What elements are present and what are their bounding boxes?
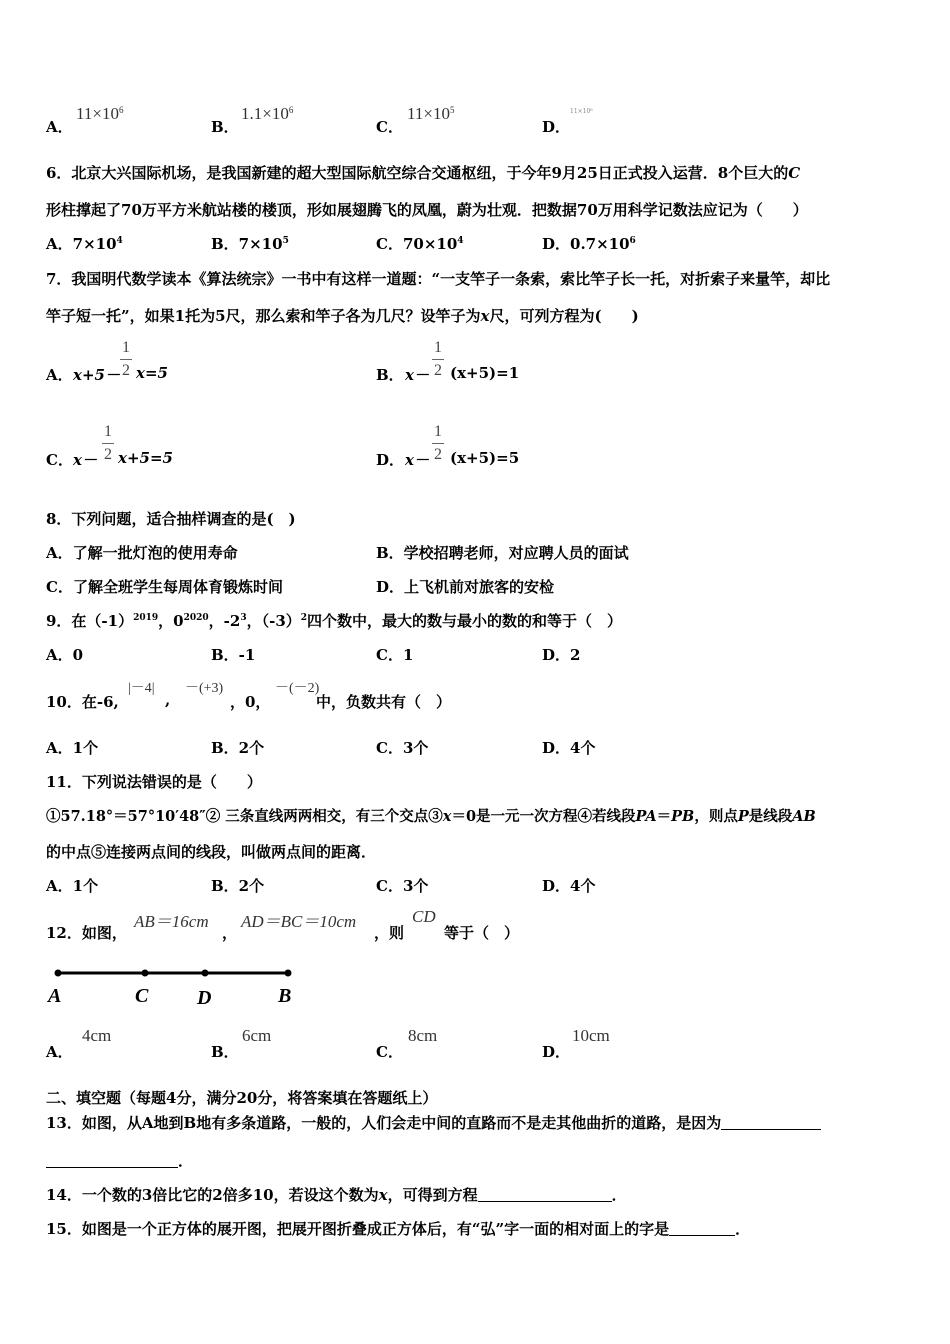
- point-b-label: B: [278, 985, 292, 1007]
- q8-option-c: C．了解全班学生每周体育锻炼时间: [46, 578, 283, 596]
- q5-option-c-expr: $11\times 10^5$: [407, 104, 455, 123]
- q11-statements-line2: 的中点⑤连接两点间的线段，叫做两点间的距离．: [46, 843, 377, 861]
- q10-option-a: A．1个: [46, 739, 99, 757]
- q14-answer-blank[interactable]: [478, 1187, 612, 1202]
- q5-option-a-label: A．: [46, 118, 73, 136]
- q13-line2: ．: [46, 1150, 193, 1171]
- q10-stem-start: 10．在-6,: [46, 693, 119, 711]
- q8-option-b: B．学校招聘老师，对应聘人员的面试: [376, 544, 629, 562]
- q7-option-a-fraction: 1 2: [122, 339, 130, 379]
- q7-option-b-post: (x+5)=1: [450, 364, 520, 382]
- point-c-dot: [142, 970, 149, 977]
- q12-option-d-label: D．: [542, 1043, 571, 1061]
- q7-option-c-label: C．: [46, 451, 73, 469]
- q11-stem: 11．下列说法错误的是（ ）: [46, 773, 262, 791]
- q7-option-b-pre: x－: [405, 366, 429, 384]
- q7-option-c-post: x+5=5: [118, 449, 173, 467]
- q12-option-c-value: 8cm: [408, 1026, 438, 1045]
- q12-cd: CD: [412, 907, 436, 926]
- q7-stem-line1: 7．我国明代数学读本《算法统宗》一书中有这样一道题：“一支竿子一条索，索比竿子长一托，对折索子来量竿，却比: [46, 270, 831, 288]
- q10-zero: ，0，: [230, 693, 271, 711]
- q7-stem-line2: 竿子短一托”，如果1托为5尺，那么索和竿子各为几尺？设竿子为x尺，可列方程为( ): [46, 307, 639, 325]
- point-c-label: C: [135, 985, 149, 1007]
- q10-option-c: C．3个: [376, 739, 429, 757]
- q5-option-b-label: B．: [211, 118, 239, 136]
- q10-stem-end: 中，负数共有（ ）: [316, 693, 452, 711]
- q12-then: ，则: [374, 924, 405, 942]
- q12-option-d-value: 10cm: [572, 1026, 610, 1045]
- q6-option-b: B．$7\times 10^5$: [211, 235, 289, 253]
- q12-ad-bc-length: AD＝BC＝10cm: [241, 912, 357, 931]
- q15-stem: 15．如图是一个正方体的展开图，把展开图折叠成正方体后，有“弘”字一面的相对面上的字是 ．: [46, 1220, 751, 1238]
- point-d-label: D: [197, 987, 212, 1009]
- q10-abs-neg4: |－4|: [128, 681, 155, 696]
- q15-answer-blank[interactable]: [669, 1221, 735, 1236]
- point-d-dot: [202, 970, 209, 977]
- q11-option-c: C．3个: [376, 877, 429, 895]
- q7-option-d-label: D．: [376, 451, 405, 469]
- q12-option-a-value: 4cm: [82, 1026, 112, 1045]
- q12-stem-end: 等于（ ）: [444, 924, 520, 942]
- q7-option-c-fraction: 1 2: [104, 423, 112, 463]
- q10-option-b: B．2个: [211, 739, 265, 757]
- q12-stem-start: 12．如图，: [46, 924, 127, 942]
- q11-statements-line1: ①57.18°＝57°10′48″② 三条直线两两相交，有三个交点③x＝0是一元一次方程④若线段PA＝PB，则点P是线段AB: [46, 808, 816, 825]
- q6-stem-line1: 6．北京大兴国际机场，是我国新建的超大型国际航空综合交通枢纽，于今年9月25日正式投入运营．8个巨大的C: [46, 164, 801, 182]
- q9-option-a: A．0: [46, 646, 84, 664]
- q12-comma: ，: [222, 924, 238, 942]
- q5-option-b-expr: $1.1\times 10^6$: [241, 104, 294, 123]
- q7-option-d-pre: x－: [405, 451, 429, 469]
- q12-ab-length: AB＝16cm: [134, 912, 209, 931]
- q12-option-b-label: B．: [211, 1043, 239, 1061]
- q7-option-a-label: A．: [46, 366, 73, 384]
- q7-option-a-pre: x+5－: [73, 366, 120, 384]
- q12-segment-figure: [40, 962, 310, 1012]
- point-b-dot: [285, 970, 292, 977]
- q7-option-b-fraction: 1 2: [434, 339, 442, 379]
- q6-option-d: D．$0.7\times 10^6$: [542, 235, 636, 253]
- q7-option-c-pre: x－: [73, 451, 97, 469]
- q14-stem: 14．一个数的3倍比它的2倍多10，若设这个数为x，可得到方程 ．: [46, 1186, 627, 1204]
- q10-comma: ,: [165, 691, 171, 709]
- q9-option-b: B．-1: [211, 646, 256, 664]
- q5-option-d-expr: 11×10⁶: [570, 108, 593, 115]
- q6-option-a: A．$7\times 10^4$: [46, 235, 123, 253]
- q9-option-c: C．1: [376, 646, 414, 664]
- q13-answer-blank-2[interactable]: [46, 1153, 178, 1168]
- q11-option-a: A．1个: [46, 877, 99, 895]
- q10-option-d: D．4个: [542, 739, 596, 757]
- q5-option-a-expr: $11\times 10^6$: [76, 104, 124, 123]
- q11-option-b: B．2个: [211, 877, 265, 895]
- q5-option-c-label: C．: [376, 118, 403, 136]
- q12-option-b-value: 6cm: [242, 1026, 272, 1045]
- point-a-label: A: [48, 985, 62, 1007]
- q11-option-d: D．4个: [542, 877, 596, 895]
- q13-stem: 13．如图，从A地到B地有多条道路，一般的，人们会走中间的直路而不是走其他曲折的道路，是因为: [46, 1112, 821, 1133]
- q7-option-b-label: B．: [376, 366, 404, 384]
- q12-option-c-label: C．: [376, 1043, 403, 1061]
- q10-neg-plus3: －(+3): [185, 681, 224, 696]
- q9-stem: 9．在$(-1)^{2019}$，$0^{2020}$，$-2^3$，$(-3)^2$四个数中，最大的数与最小的数的和等于（ ）: [46, 612, 623, 630]
- q13-answer-blank-1[interactable]: [721, 1115, 821, 1130]
- q12-option-a-label: A．: [46, 1043, 73, 1061]
- q10-neg-neg2: －(－2): [275, 681, 320, 696]
- q7-option-d-fraction: 1 2: [434, 423, 442, 463]
- q6-stem-line2: 形柱撑起了70万平方米航站楼的楼顶，形如展翅腾飞的凤凰，蔚为壮观．把数据70万用科学记数法应记为（ ）: [46, 201, 808, 219]
- q8-option-d: D．上飞机前对旅客的安检: [376, 578, 555, 596]
- q8-stem: 8．下列问题，适合抽样调查的是( ): [46, 510, 296, 528]
- q9-option-d: D．2: [542, 646, 581, 664]
- q7-option-d-post: (x+5)=5: [450, 449, 520, 467]
- q7-option-a-post: x=5: [136, 364, 168, 382]
- point-a-dot: [55, 970, 62, 977]
- section2-title: 二、填空题（每题4分，满分20分，将答案填在答题纸上）: [46, 1089, 438, 1107]
- q6-option-c: C．$70\times 10^4$: [376, 235, 464, 253]
- q5-option-d-label: D．: [542, 118, 571, 136]
- q8-option-a: A．了解一批灯泡的使用寿命: [46, 544, 238, 562]
